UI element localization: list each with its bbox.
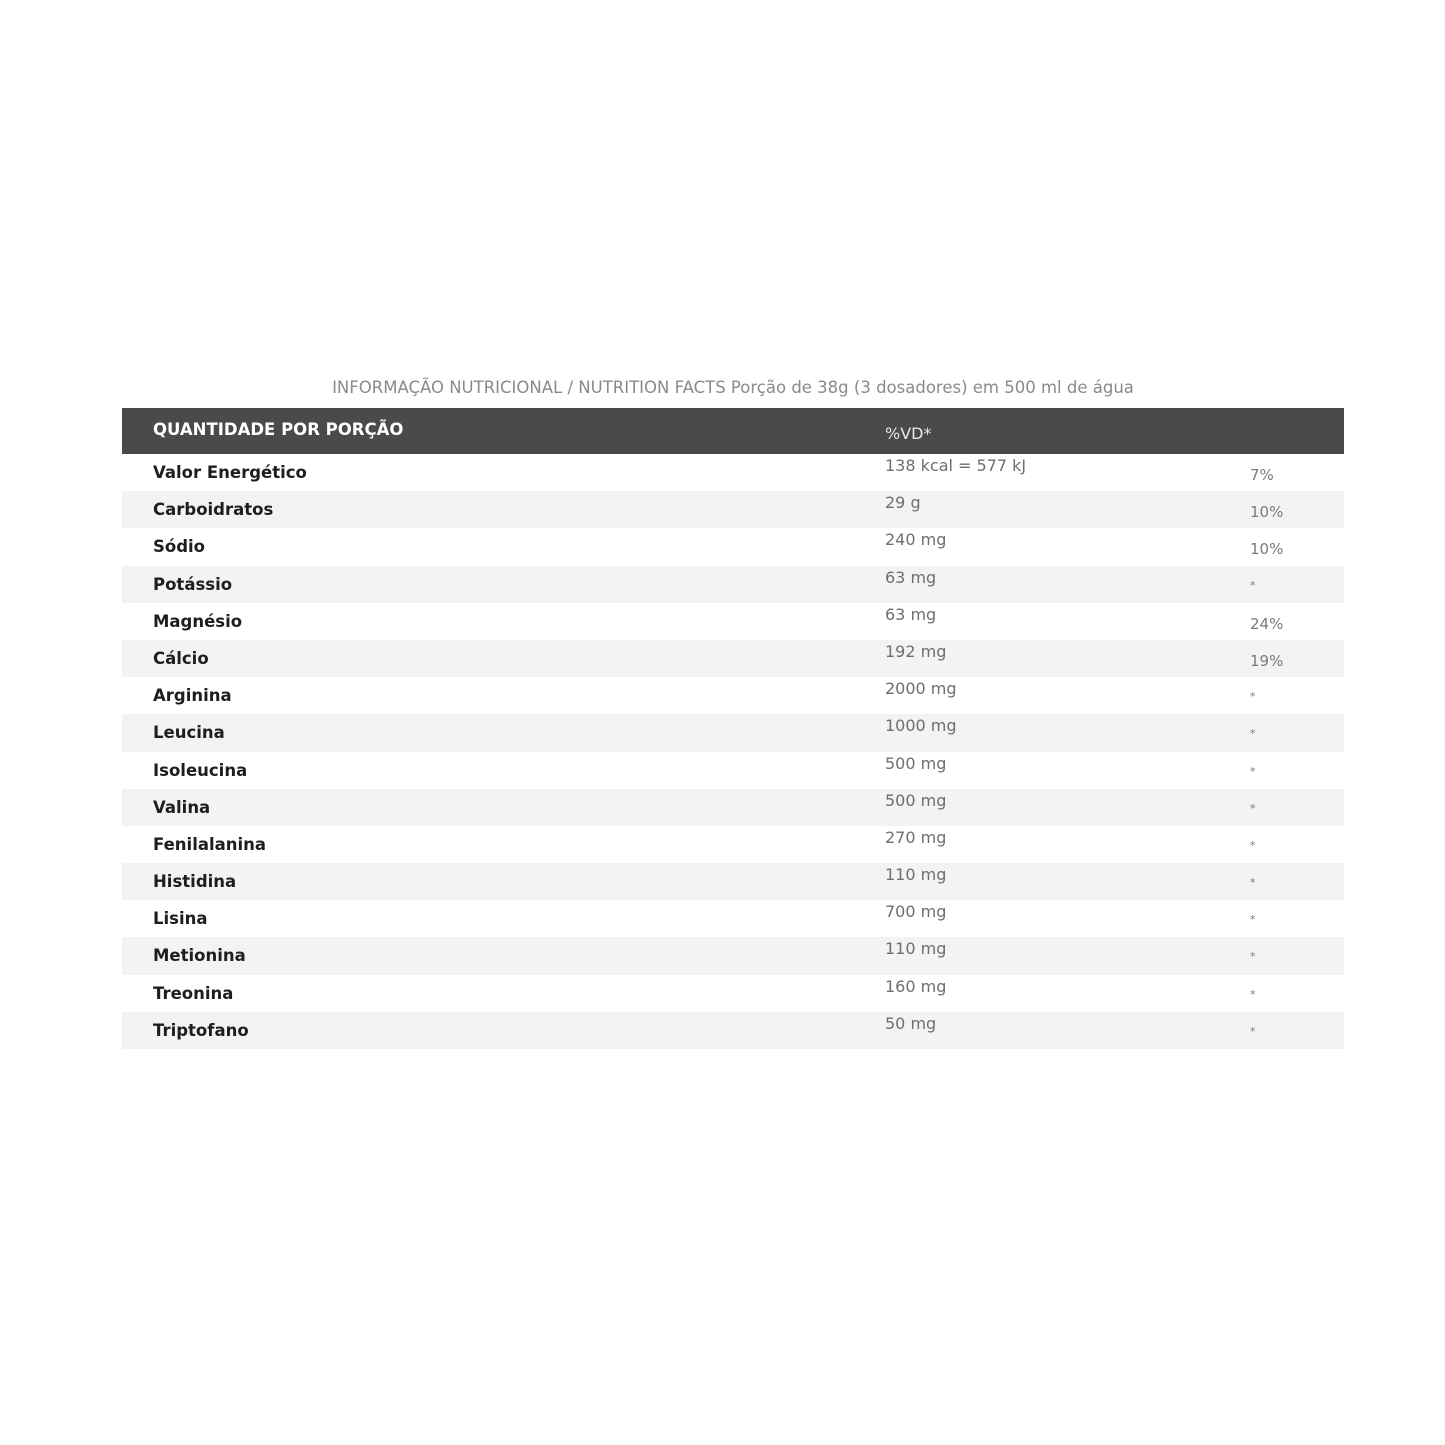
table-row	[122, 937, 1344, 974]
nutrient-daily-value: *	[1250, 876, 1256, 890]
nutrient-amount: 50 mg	[885, 1013, 937, 1033]
nutrient-daily-value: 10%	[1250, 503, 1284, 522]
nutrient-daily-value: *	[1250, 838, 1256, 852]
nutrient-name: Triptofano	[153, 1020, 249, 1040]
nutrient-name: Metionina	[153, 946, 246, 966]
nutrient-name: Treonina	[153, 983, 234, 1003]
nutrient-amount: 29 g	[885, 493, 921, 513]
header-vd-label: %VD*	[885, 424, 932, 443]
nutrient-amount: 138 kcal = 577 kJ	[885, 456, 1027, 475]
nutrient-daily-value: *	[1250, 913, 1256, 927]
nutrient-daily-value: 19%	[1250, 651, 1284, 670]
nutrient-name: Histidina	[153, 872, 237, 892]
table-row	[122, 714, 1344, 751]
table-row	[122, 1012, 1344, 1049]
nutrient-daily-value: *	[1250, 987, 1256, 1001]
nutrient-daily-value: 10%	[1250, 540, 1284, 559]
nutrient-name: Valina	[153, 797, 211, 817]
nutrient-amount: 192 mg	[885, 641, 947, 661]
table-caption: INFORMAÇÃO NUTRICIONAL / NUTRITION FACTS Porção de 38g (3 dosadores) em 500 ml de água	[332, 378, 1134, 397]
nutrient-name: Carboidratos	[153, 500, 274, 520]
nutrient-name: Isoleucina	[153, 760, 248, 780]
nutrient-daily-value: *	[1250, 764, 1256, 778]
header-quantity-label: QUANTIDADE POR PORÇÃO	[153, 420, 404, 439]
nutrient-daily-value: *	[1250, 578, 1256, 592]
nutrient-amount: 1000 mg	[885, 716, 957, 736]
nutrient-amount: 160 mg	[885, 976, 947, 996]
table-body	[122, 454, 1344, 1049]
nutrient-amount: 63 mg	[885, 604, 937, 624]
table-row	[122, 752, 1344, 789]
nutrient-daily-value: *	[1250, 727, 1256, 741]
nutrient-name: Cálcio	[153, 648, 209, 668]
nutrient-amount: 110 mg	[885, 939, 947, 959]
nutrient-amount: 240 mg	[885, 530, 947, 550]
nutrient-amount: 110 mg	[885, 865, 947, 885]
table-row	[122, 677, 1344, 714]
nutrient-daily-value: *	[1250, 801, 1256, 815]
nutrient-daily-value: *	[1250, 950, 1256, 964]
nutrient-name: Arginina	[153, 686, 232, 706]
table-row	[122, 900, 1344, 937]
nutrient-name: Magnésio	[153, 611, 243, 631]
table-row	[122, 528, 1344, 565]
nutrient-amount: 63 mg	[885, 567, 937, 587]
nutrient-name: Leucina	[153, 723, 225, 743]
table-header	[122, 408, 1344, 454]
nutrient-name: Sódio	[153, 537, 206, 557]
table-row	[122, 975, 1344, 1012]
table-row	[122, 566, 1344, 603]
table-row	[122, 454, 1344, 491]
table-row	[122, 603, 1344, 640]
nutrient-amount: 2000 mg	[885, 679, 957, 699]
nutrient-name: Lisina	[153, 909, 208, 929]
nutrient-daily-value: 7%	[1250, 466, 1274, 484]
nutrient-daily-value: 24%	[1250, 614, 1284, 633]
nutrient-daily-value: *	[1250, 1024, 1256, 1038]
table-row	[122, 640, 1344, 677]
nutrient-name: Valor Energético	[153, 463, 307, 482]
nutrient-name: Potássio	[153, 574, 233, 594]
nutrient-amount: 700 mg	[885, 902, 947, 922]
table-row	[122, 491, 1344, 528]
table-row	[122, 826, 1344, 863]
nutrient-amount: 500 mg	[885, 790, 947, 810]
nutrient-amount: 270 mg	[885, 827, 947, 847]
table-row	[122, 789, 1344, 826]
table-row	[122, 863, 1344, 900]
nutrient-daily-value: *	[1250, 690, 1256, 704]
nutrient-amount: 500 mg	[885, 753, 947, 773]
nutrition-table	[122, 408, 1344, 1049]
nutrient-name: Fenilalanina	[153, 834, 267, 854]
